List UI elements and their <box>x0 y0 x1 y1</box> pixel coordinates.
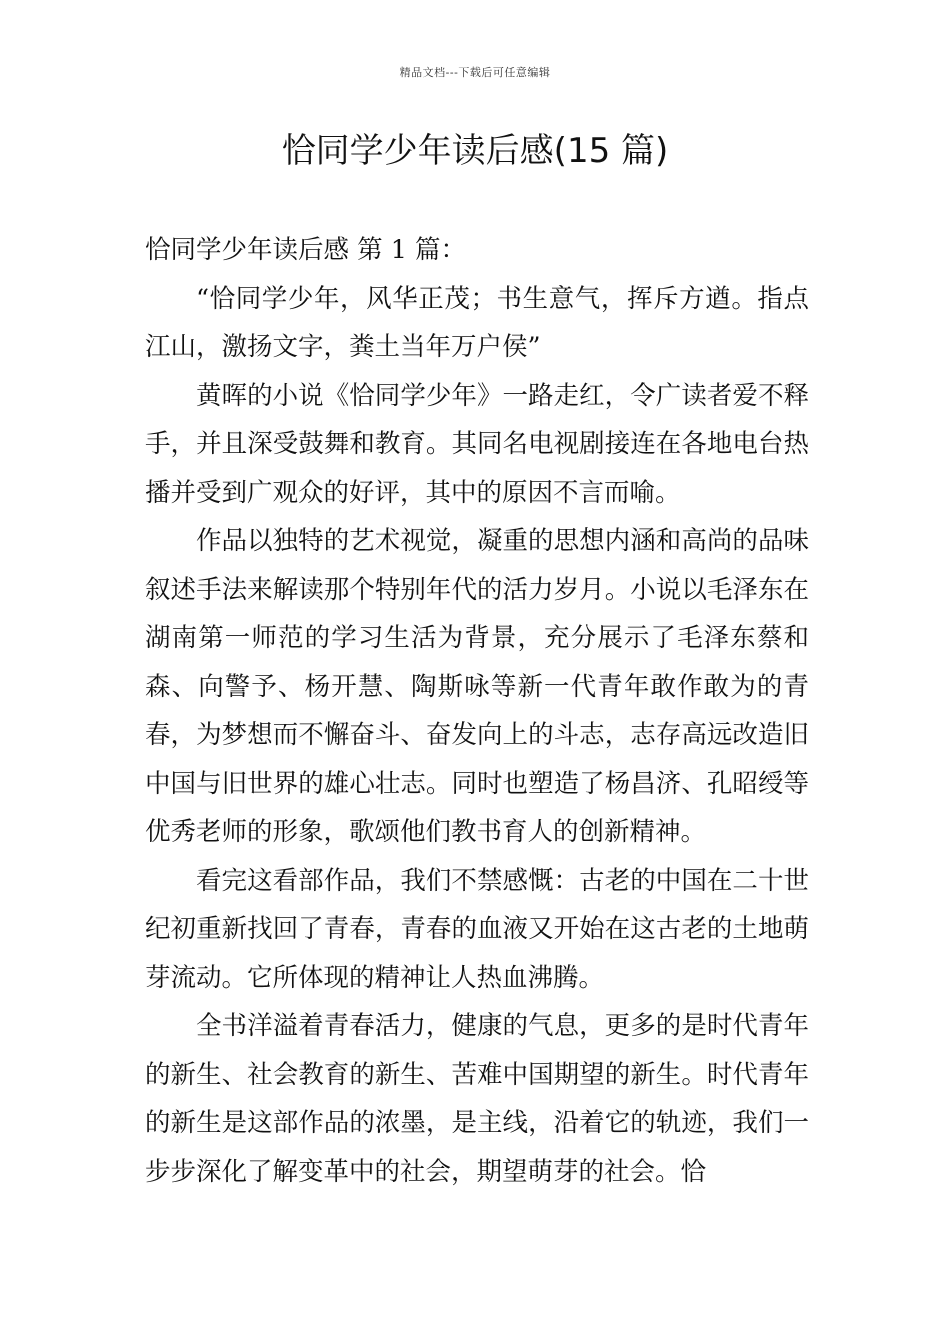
header-note: 精品文档---下载后可任意编辑 <box>399 66 551 79</box>
section-label: 恰同学少年读后感 第 1 篇： <box>145 235 467 265</box>
paragraph: 作品以独特的艺术视觉，凝重的思想内涵和高尚的品味叙述手法来解读那个特别年代的活力岁月。小说以毛泽东在湖南第一师范的学习生活为背景，充分展示了毛泽东蔡和森、向警予、杨开慧、陶斯咏等新一代青年敢作敢为的青春，为梦想而不懈奋斗、奋发向上的斗志，志存高远改造旧中国与旧世界的雄心壮志。同时也塑造了杨昌济、孔昭绶等优秀老师的形象，歌颂他们教书育人的创新精神。 <box>145 526 809 847</box>
paragraph: 黄晖的小说《恰同学少年》一路走红，令广读者爱不释手，并且深受鼓舞和教育。其同名电视剧接连在各地电台热播并受到广观众的好评，其中的原因不言而喻。 <box>145 380 809 508</box>
paragraph: 全书洋溢着青春活力，健康的气息，更多的是时代青年的新生、社会教育的新生、苦难中国期望的新生。时代青年的新生是这部作品的浓墨，是主线，沿着它的轨迹，我们一步步深化了解变革中的社会，期望萌芽的社会。恰 <box>145 1011 809 1187</box>
paragraph: 看完这看部作品，我们不禁感慨：古老的中国在二十世纪初重新找回了青春，青春的血液又开始在这古老的土地萌芽流动。它所体现的精神让人热血沸腾。 <box>145 865 809 993</box>
document-body <box>145 226 809 1196</box>
document-title: 恰同学少年读后感(15 篇) <box>281 131 669 171</box>
paragraph-quote: “恰同学少年，风华正茂；书生意气，挥斥方遒。指点江山，激扬文字，粪土当年万户侯” <box>145 283 809 362</box>
